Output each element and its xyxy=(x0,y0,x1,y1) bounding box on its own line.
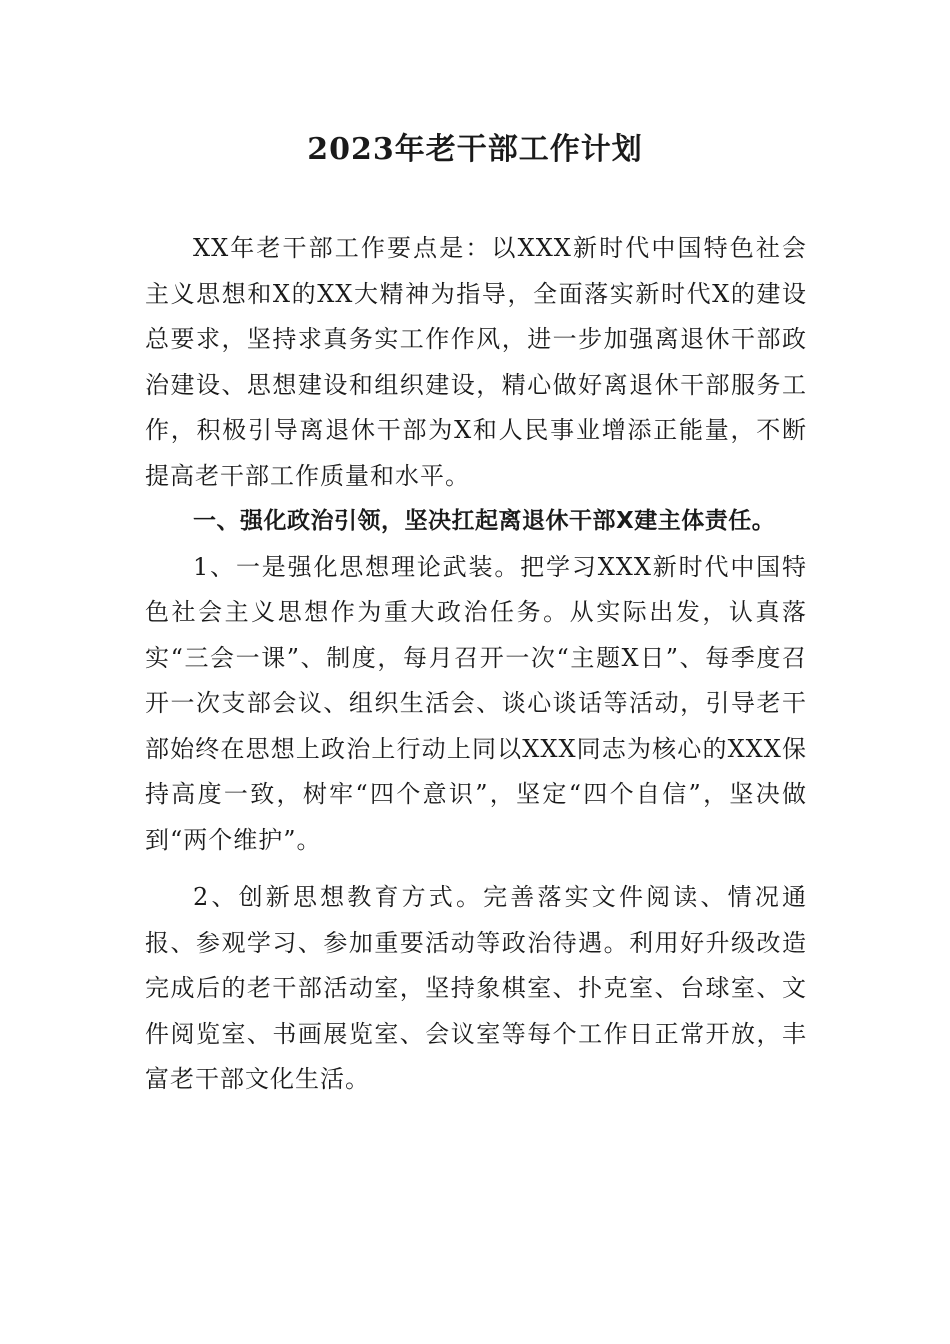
document-title: 2023年老干部工作计划 xyxy=(307,132,643,167)
document-body xyxy=(145,226,807,1103)
section-heading: 一、强化政治引领，坚决扛起离退休干部X建主体责任。 xyxy=(193,508,776,534)
paragraph-item-1: 1、一是强化思想理论武装。把学习XXX新时代中国特色社会主义思想作为重大政治任务。从实际出发，认真落实“三会一课”、制度，每月召开一次“主题X日”、每季度召开一次支部会议、组织生活会、谈心谈话等活动，引导老干部始终在思想上政治上行动上同以XXX同志为核心的XXX保持高度一致，树牢“四个意识”，坚定“四个自信”，坚决做到“两个维护”。 xyxy=(145,552,807,854)
paragraph-item-2: 2、创新思想教育方式。完善落实文件阅读、情况通报、参观学习、参加重要活动等政治待遇。利用好升级改造完成后的老干部活动室，坚持象棋室、扑克室、台球室、文件阅览室、书画展览室、会议室等每个工作日正常开放，丰富老干部文化生活。 xyxy=(145,883,807,1093)
intro-paragraph: XX年老干部工作要点是：以XXX新时代中国特色社会主义思想和X的XX大精神为指导，全面落实新时代X的建设总要求，坚持求真务实工作作风，进一步加强离退休干部政治建设、思想建设和组织建设，精心做好离退休干部服务工作，积极引导离退休干部为X和人民事业增添正能量，不断提高老干部工作质量和水平。 xyxy=(145,234,807,490)
